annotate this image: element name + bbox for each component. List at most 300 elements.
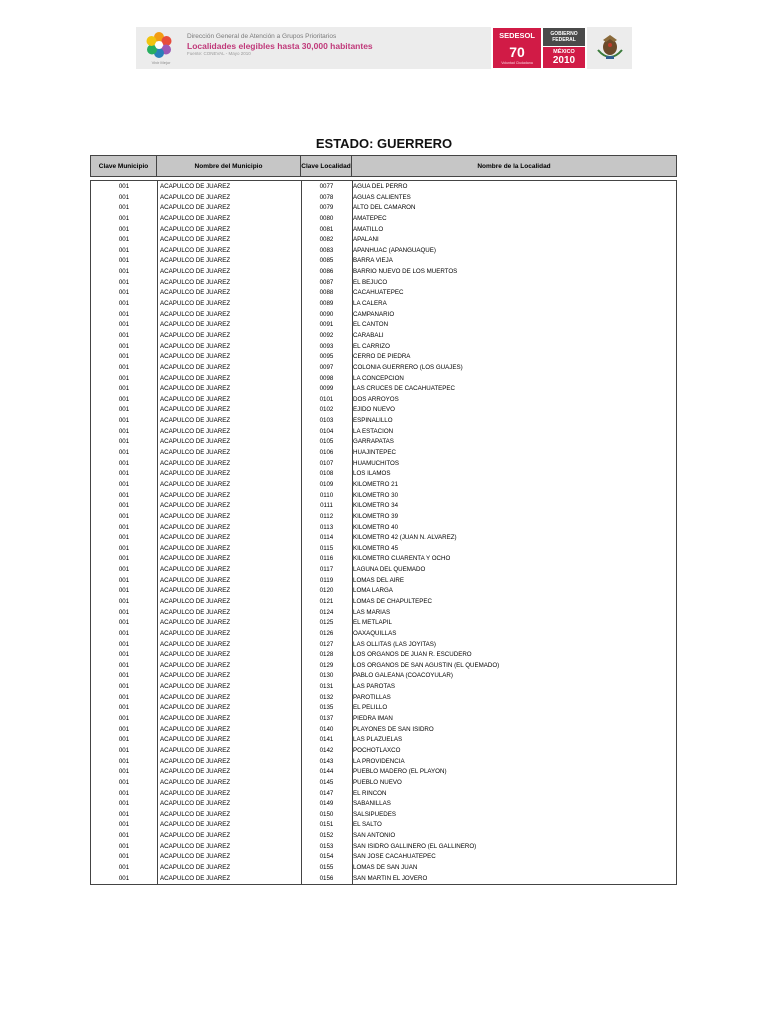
cell-nombre-municipio: ACAPULCO DE JUAREZ: [160, 736, 231, 744]
table-row: [91, 735, 676, 746]
cell-clave-localidad: 0128: [319, 651, 334, 659]
cell-clave-municipio: 001: [118, 480, 130, 488]
table-row: [91, 246, 676, 257]
cell-clave-municipio: 001: [118, 651, 130, 659]
table-row: [91, 384, 676, 395]
cell-nombre-localidad: EL SALTO: [353, 821, 382, 829]
cell-nombre-localidad: SAN ANTONIO: [353, 832, 396, 840]
cell-nombre-localidad: KILOMETRO 42 (JUAN N. ALVAREZ): [353, 534, 457, 542]
cell-nombre-localidad: AGUA DEL PERRO: [353, 183, 408, 190]
table-row: [91, 427, 676, 438]
cell-nombre-localidad: AMATILLO: [353, 225, 384, 233]
cell-nombre-localidad: AGUAS CALIENTES: [353, 193, 411, 201]
cell-clave-municipio: 001: [118, 236, 130, 244]
cell-clave-municipio: 001: [118, 321, 130, 329]
cell-nombre-municipio: ACAPULCO DE JUAREZ: [160, 874, 231, 882]
table-row: [91, 459, 676, 470]
cell-clave-municipio: 001: [118, 757, 130, 765]
cell-clave-localidad: 0124: [319, 608, 334, 616]
cell-nombre-municipio: ACAPULCO DE JUAREZ: [160, 619, 231, 627]
cell-clave-municipio: 001: [118, 768, 130, 776]
cell-clave-localidad: 0116: [319, 555, 334, 563]
cell-clave-municipio: 001: [118, 864, 130, 871]
cell-clave-municipio: 001: [118, 832, 130, 840]
cell-nombre-municipio: ACAPULCO DE JUAREZ: [160, 246, 231, 254]
cell-clave-localidad: 0117: [319, 566, 334, 574]
cell-clave-municipio: 001: [118, 778, 130, 786]
cell-clave-municipio: 001: [118, 363, 130, 371]
cell-nombre-municipio: ACAPULCO DE JUAREZ: [160, 204, 231, 212]
cell-clave-municipio: 001: [118, 544, 130, 552]
table-row: [91, 374, 676, 385]
table-row: [91, 395, 676, 406]
cell-clave-municipio: 001: [118, 331, 130, 339]
cell-nombre-municipio: ACAPULCO DE JUAREZ: [160, 236, 231, 244]
cell-clave-municipio: 001: [118, 470, 130, 478]
cell-nombre-municipio: ACAPULCO DE JUAREZ: [160, 683, 231, 691]
cell-nombre-municipio: ACAPULCO DE JUAREZ: [160, 821, 231, 829]
cell-clave-municipio: 001: [118, 555, 130, 563]
table-row: [91, 469, 676, 480]
cell-clave-municipio: 001: [118, 874, 130, 882]
table-row: [91, 586, 676, 597]
cell-clave-localidad: 0101: [319, 395, 334, 403]
cell-nombre-localidad: PAROTILLAS: [353, 693, 391, 701]
cell-nombre-municipio: ACAPULCO DE JUAREZ: [160, 406, 231, 414]
cell-clave-municipio: 001: [118, 512, 130, 520]
cell-nombre-municipio: ACAPULCO DE JUAREZ: [160, 651, 231, 659]
cell-clave-localidad: 0092: [319, 331, 334, 339]
cell-nombre-municipio: ACAPULCO DE JUAREZ: [160, 608, 231, 616]
cell-clave-localidad: 0087: [319, 278, 334, 286]
cell-clave-municipio: 001: [118, 449, 130, 457]
cell-clave-localidad: 0130: [319, 672, 334, 680]
vivir-mejor-logo: [144, 30, 174, 66]
cell-nombre-localidad: PABLO GALEANA (COACOYULAR): [353, 672, 453, 680]
cell-nombre-municipio: ACAPULCO DE JUAREZ: [160, 417, 231, 425]
cell-clave-localidad: 0150: [319, 810, 334, 818]
cell-clave-municipio: 001: [118, 789, 130, 797]
cell-nombre-municipio: ACAPULCO DE JUAREZ: [160, 353, 231, 361]
table-row: [91, 831, 676, 842]
header-clave-municipio: Clave Municipio: [91, 156, 157, 176]
cell-nombre-municipio: ACAPULCO DE JUAREZ: [160, 768, 231, 776]
sedesol-label: SEDESOL: [499, 31, 535, 40]
table-row: [91, 310, 676, 321]
cell-nombre-municipio: ACAPULCO DE JUAREZ: [160, 746, 231, 754]
cell-nombre-municipio: ACAPULCO DE JUAREZ: [160, 587, 231, 595]
cell-nombre-localidad: LOS ORGANOS DE SAN AGUSTIN (EL QUEMADO): [353, 661, 500, 669]
cell-clave-localidad: 0105: [319, 438, 334, 446]
cell-clave-localidad: 0112: [319, 512, 334, 520]
table-row: [91, 576, 676, 587]
gobierno-block: [543, 28, 585, 68]
cell-clave-localidad: 0154: [319, 853, 334, 861]
cell-clave-municipio: 001: [118, 736, 130, 744]
cell-clave-localidad: 0081: [319, 225, 334, 233]
table-row: [91, 214, 676, 225]
table-row: [91, 544, 676, 555]
cell-nombre-municipio: ACAPULCO DE JUAREZ: [160, 789, 231, 797]
cell-clave-municipio: 001: [118, 672, 130, 680]
cell-clave-municipio: 001: [118, 246, 130, 254]
cell-clave-localidad: 0135: [319, 704, 334, 712]
cell-nombre-municipio: ACAPULCO DE JUAREZ: [160, 395, 231, 403]
table-row: [91, 852, 676, 863]
banner-line-1: Dirección General de Atención a Grupos Prioritarios: [187, 33, 337, 40]
cell-nombre-municipio: ACAPULCO DE JUAREZ: [160, 363, 231, 371]
table-row: [91, 746, 676, 757]
cell-clave-localidad: 0080: [319, 214, 334, 222]
table-body: [90, 180, 677, 885]
cell-nombre-localidad: DOS ARROYOS: [353, 395, 399, 403]
table-row: [91, 618, 676, 629]
cell-clave-municipio: 001: [118, 683, 130, 691]
table-row: [91, 299, 676, 310]
cell-nombre-localidad: EJIDO NUEVO: [353, 406, 395, 414]
table-row: [91, 650, 676, 661]
cell-nombre-municipio: ACAPULCO DE JUAREZ: [160, 480, 231, 488]
cell-nombre-localidad: BARRIO NUEVO DE LOS MUERTOS: [353, 268, 458, 276]
cell-clave-municipio: 001: [118, 289, 130, 297]
cell-nombre-localidad: CAMPANARIO: [353, 310, 395, 318]
cell-nombre-localidad: KILOMETRO 34: [353, 502, 399, 510]
cell-nombre-localidad: APALANI: [353, 236, 379, 244]
table-row: [91, 863, 676, 874]
cell-clave-municipio: 001: [118, 374, 130, 382]
cell-clave-localidad: 0086: [319, 268, 334, 276]
table-row: [91, 491, 676, 502]
cell-nombre-localidad: ALTO DEL CAMARON: [353, 204, 416, 212]
cell-clave-localidad: 0152: [319, 832, 334, 840]
cell-clave-localidad: 0108: [319, 470, 334, 478]
cell-nombre-localidad: LOS ILAMOS: [353, 470, 391, 478]
table-row: [91, 597, 676, 608]
cell-clave-localidad: 0097: [319, 363, 334, 371]
cell-clave-localidad: 0120: [319, 587, 334, 595]
cell-nombre-municipio: ACAPULCO DE JUAREZ: [160, 629, 231, 637]
cell-nombre-municipio: ACAPULCO DE JUAREZ: [160, 342, 231, 350]
cell-clave-municipio: 001: [118, 225, 130, 233]
gobierno-federal-label: GOBIERNO FEDERAL: [543, 28, 585, 46]
table-row: [91, 235, 676, 246]
cell-clave-municipio: 001: [118, 629, 130, 637]
table-header: [90, 155, 677, 177]
cell-clave-municipio: 001: [118, 278, 130, 286]
cell-nombre-municipio: ACAPULCO DE JUAREZ: [160, 491, 231, 499]
table-row: [91, 203, 676, 214]
cell-clave-municipio: 001: [118, 566, 130, 574]
cell-nombre-municipio: ACAPULCO DE JUAREZ: [160, 183, 231, 190]
cell-clave-municipio: 001: [118, 853, 130, 861]
cell-nombre-localidad: EL BEJUCO: [353, 278, 388, 286]
table-rows: [91, 182, 676, 884]
cell-nombre-localidad: SAN ISIDRO GALLINERO (EL GALLINERO): [353, 842, 477, 850]
cell-nombre-localidad: BARRA VIEJA: [353, 257, 393, 265]
table-row: [91, 767, 676, 778]
cell-clave-municipio: 001: [118, 427, 130, 435]
cell-clave-municipio: 001: [118, 842, 130, 850]
cell-clave-localidad: 0111: [320, 502, 333, 510]
table-row: [91, 342, 676, 353]
cell-clave-localidad: 0113: [319, 523, 334, 531]
cell-nombre-localidad: EL CARRIZO: [353, 342, 390, 350]
cell-clave-localidad: 0077: [319, 183, 334, 190]
cell-nombre-municipio: ACAPULCO DE JUAREZ: [160, 385, 231, 393]
cell-clave-localidad: 0110: [319, 491, 334, 499]
cell-nombre-municipio: ACAPULCO DE JUAREZ: [160, 374, 231, 382]
cell-nombre-localidad: POCHOTLAXCO: [353, 746, 401, 754]
cell-nombre-municipio: ACAPULCO DE JUAREZ: [160, 725, 231, 733]
cell-clave-localidad: 0088: [319, 289, 334, 297]
header-nombre-localidad: Nombre de la Localidad: [477, 162, 551, 170]
cell-clave-localidad: 0085: [319, 257, 334, 265]
cell-nombre-municipio: ACAPULCO DE JUAREZ: [160, 438, 231, 446]
cell-clave-localidad: 0089: [319, 300, 334, 308]
cell-clave-localidad: 0141: [319, 736, 334, 744]
cell-nombre-municipio: ACAPULCO DE JUAREZ: [160, 800, 231, 808]
cell-clave-localidad: 0142: [319, 746, 334, 754]
cell-clave-municipio: 001: [118, 438, 130, 446]
cell-nombre-municipio: ACAPULCO DE JUAREZ: [160, 225, 231, 233]
cell-nombre-localidad: KILOMETRO 21: [353, 480, 399, 488]
cell-nombre-localidad: SAN JOSE CACAHUATEPEC: [353, 853, 436, 861]
cell-nombre-localidad: EL METLAPIL: [353, 619, 392, 627]
cell-clave-localidad: 0132: [319, 693, 334, 701]
cell-nombre-municipio: ACAPULCO DE JUAREZ: [160, 640, 231, 648]
cell-clave-municipio: 001: [118, 385, 130, 393]
table-row: [91, 267, 676, 278]
cell-clave-localidad: 0125: [319, 619, 334, 627]
table-row: [91, 810, 676, 821]
cell-nombre-municipio: ACAPULCO DE JUAREZ: [160, 427, 231, 435]
table-row: [91, 554, 676, 565]
cell-clave-localidad: 0144: [319, 768, 334, 776]
table-row: [91, 874, 676, 885]
cell-nombre-municipio: ACAPULCO DE JUAREZ: [160, 832, 231, 840]
table-row: [91, 416, 676, 427]
table-row: [91, 320, 676, 331]
cell-nombre-localidad: EL CANTON: [353, 321, 389, 329]
cell-nombre-localidad: HUAJINTEPEC: [353, 449, 396, 457]
cell-nombre-localidad: EL RINCON: [353, 789, 387, 797]
sedesol-small: Voluntad Ciudadana: [501, 61, 533, 65]
cell-clave-municipio: 001: [118, 342, 130, 350]
cell-nombre-municipio: ACAPULCO DE JUAREZ: [160, 278, 231, 286]
cell-clave-municipio: 001: [118, 183, 130, 190]
table-row: [91, 565, 676, 576]
cell-nombre-localidad: OAXAQUILLAS: [353, 629, 397, 637]
cell-clave-localidad: 0153: [319, 842, 334, 850]
cell-nombre-localidad: LA CONCEPCION: [353, 374, 404, 382]
cell-nombre-municipio: ACAPULCO DE JUAREZ: [160, 661, 231, 669]
header-banner: [136, 27, 632, 69]
cell-clave-localidad: 0129: [319, 661, 334, 669]
cell-nombre-localidad: EL PELILLO: [353, 704, 388, 712]
cell-clave-localidad: 0098: [319, 374, 334, 382]
table-row: [91, 523, 676, 534]
cell-nombre-localidad: APANHUAC (APANGUAQUE): [353, 246, 436, 254]
table-row: [91, 256, 676, 267]
cell-clave-localidad: 0078: [319, 193, 334, 201]
cell-nombre-municipio: ACAPULCO DE JUAREZ: [160, 502, 231, 510]
banner-line-2: Localidades elegibles hasta 30,000 habitantes: [187, 41, 373, 51]
table-row: [91, 629, 676, 640]
cell-clave-municipio: 001: [118, 704, 130, 712]
cell-nombre-municipio: ACAPULCO DE JUAREZ: [160, 704, 231, 712]
cell-nombre-municipio: ACAPULCO DE JUAREZ: [160, 853, 231, 861]
table-row: [91, 512, 676, 523]
cell-clave-localidad: 0083: [319, 246, 334, 254]
cell-clave-municipio: 001: [118, 746, 130, 754]
table-row: [91, 757, 676, 768]
cell-nombre-municipio: ACAPULCO DE JUAREZ: [160, 321, 231, 329]
cell-clave-localidad: 0131: [319, 683, 334, 691]
cell-nombre-municipio: ACAPULCO DE JUAREZ: [160, 300, 231, 308]
table-row: [91, 842, 676, 853]
table-row: [91, 533, 676, 544]
cell-clave-localidad: 0140: [319, 725, 334, 733]
cell-nombre-municipio: ACAPULCO DE JUAREZ: [160, 470, 231, 478]
cell-nombre-municipio: ACAPULCO DE JUAREZ: [160, 459, 231, 467]
cell-clave-municipio: 001: [118, 597, 130, 605]
cell-clave-localidad: 0099: [319, 385, 334, 393]
cell-nombre-municipio: ACAPULCO DE JUAREZ: [160, 566, 231, 574]
cell-clave-localidad: 0143: [319, 757, 334, 765]
cell-clave-municipio: 001: [118, 491, 130, 499]
cell-clave-municipio: 001: [118, 693, 130, 701]
cell-nombre-localidad: SAN MARTIN EL JOVERO: [353, 874, 428, 882]
cell-clave-municipio: 001: [118, 715, 130, 723]
cell-clave-localidad: 0114: [319, 534, 334, 542]
cell-clave-localidad: 0156: [319, 874, 334, 882]
header-clave-localidad: Clave Localidad: [301, 156, 352, 176]
cell-clave-localidad: 0155: [319, 864, 334, 871]
table-row: [91, 448, 676, 459]
table-row: [91, 608, 676, 619]
cell-nombre-localidad: LOMAS DE CHAPULTEPEC: [353, 597, 432, 605]
cell-nombre-municipio: ACAPULCO DE JUAREZ: [160, 534, 231, 542]
cell-clave-municipio: 001: [118, 193, 130, 201]
cell-nombre-municipio: ACAPULCO DE JUAREZ: [160, 449, 231, 457]
cell-nombre-localidad: CERRO DE PIEDRA: [353, 353, 411, 361]
cell-nombre-municipio: ACAPULCO DE JUAREZ: [160, 257, 231, 265]
cell-clave-municipio: 001: [118, 534, 130, 542]
cell-nombre-localidad: LAS OLLITAS (LAS JOYITAS): [353, 640, 436, 648]
cell-clave-localidad: 0095: [319, 353, 334, 361]
cell-clave-municipio: 001: [118, 821, 130, 829]
table-row: [91, 703, 676, 714]
cell-clave-localidad: 0145: [319, 778, 334, 786]
cell-clave-localidad: 0127: [319, 640, 334, 648]
cell-nombre-localidad: HUAMUCHITOS: [353, 459, 399, 467]
cell-nombre-localidad: PUEBLO MADERO (EL PLAYON): [353, 768, 447, 776]
cell-clave-municipio: 001: [118, 310, 130, 318]
cell-clave-localidad: 0121: [319, 597, 334, 605]
table-row: [91, 682, 676, 693]
cell-clave-localidad: 0090: [319, 310, 334, 318]
cell-clave-localidad: 0104: [319, 427, 334, 435]
cell-nombre-localidad: KILOMETRO 30: [353, 491, 399, 499]
cell-nombre-localidad: LAS PLAZUELAS: [353, 736, 403, 744]
coat-of-arms-icon: [592, 30, 628, 66]
cell-nombre-localidad: KILOMETRO 40: [353, 523, 399, 531]
table-row: [91, 480, 676, 491]
cell-clave-municipio: 001: [118, 268, 130, 276]
cell-nombre-localidad: CACAHUATEPEC: [353, 289, 404, 297]
cell-clave-localidad: 0093: [319, 342, 334, 350]
cell-nombre-municipio: ACAPULCO DE JUAREZ: [160, 757, 231, 765]
table-row: [91, 331, 676, 342]
mexico-label: MÉXICO: [553, 49, 575, 55]
cell-nombre-localidad: LOMA LARGA: [353, 587, 393, 595]
cell-clave-municipio: 001: [118, 214, 130, 222]
cell-clave-municipio: 001: [118, 523, 130, 531]
cell-clave-localidad: 0147: [319, 789, 334, 797]
table-row: [91, 363, 676, 374]
cell-clave-municipio: 001: [118, 417, 130, 425]
flower-logo-icon: [144, 30, 174, 60]
table-row: [91, 278, 676, 289]
table-row: [91, 671, 676, 682]
cell-nombre-municipio: ACAPULCO DE JUAREZ: [160, 778, 231, 786]
cell-clave-localidad: 0102: [319, 406, 334, 414]
cell-nombre-localidad: PLAYONES DE SAN ISIDRO: [353, 725, 434, 733]
cell-nombre-municipio: ACAPULCO DE JUAREZ: [160, 810, 231, 818]
cell-nombre-localidad: KILOMETRO 45: [353, 544, 399, 552]
cell-nombre-localidad: SABANILLAS: [353, 800, 391, 808]
table-row: [91, 725, 676, 736]
table-row: [91, 799, 676, 810]
cell-nombre-municipio: ACAPULCO DE JUAREZ: [160, 310, 231, 318]
cell-clave-municipio: 001: [118, 619, 130, 627]
cell-nombre-localidad: LAS CRUCES DE CACAHUATEPEC: [353, 385, 455, 393]
year-label: 2010: [552, 55, 576, 66]
sedesol-number: 70: [509, 44, 525, 60]
cell-clave-municipio: 001: [118, 204, 130, 212]
cell-clave-localidad: 0107: [319, 459, 334, 467]
cell-nombre-municipio: ACAPULCO DE JUAREZ: [160, 597, 231, 605]
cell-clave-municipio: 001: [118, 800, 130, 808]
cell-clave-municipio: 001: [118, 587, 130, 595]
table-row: [91, 714, 676, 725]
table-row: [91, 661, 676, 672]
banner-line-3: Fuente: CONEVAL - Mayo 2010: [187, 51, 251, 56]
cell-nombre-localidad: LOMAS DEL AIRE: [353, 576, 405, 584]
cell-clave-localidad: 0149: [319, 800, 334, 808]
cell-clave-municipio: 001: [118, 406, 130, 414]
cell-nombre-localidad: ESPINALILLO: [353, 417, 393, 425]
cell-nombre-municipio: ACAPULCO DE JUAREZ: [160, 864, 231, 871]
banner-text: [187, 33, 373, 57]
table-row: [91, 820, 676, 831]
cell-clave-localidad: 0115: [319, 544, 334, 552]
header-nombre-municipio: Nombre del Municipio: [157, 156, 301, 176]
cell-nombre-municipio: ACAPULCO DE JUAREZ: [160, 544, 231, 552]
cell-nombre-municipio: ACAPULCO DE JUAREZ: [160, 289, 231, 297]
table-row: [91, 437, 676, 448]
cell-clave-localidad: 0106: [319, 449, 334, 457]
cell-nombre-localidad: LA PROVIDENCIA: [353, 757, 405, 765]
table-row: [91, 693, 676, 704]
mexico-2010-block: [543, 47, 585, 68]
cell-clave-municipio: 001: [118, 502, 130, 510]
cell-nombre-municipio: ACAPULCO DE JUAREZ: [160, 331, 231, 339]
cell-nombre-municipio: ACAPULCO DE JUAREZ: [160, 193, 231, 201]
table-row: [91, 640, 676, 651]
cell-nombre-localidad: LOMAS DE SAN JUAN: [353, 864, 418, 871]
cell-clave-localidad: 0103: [319, 417, 334, 425]
